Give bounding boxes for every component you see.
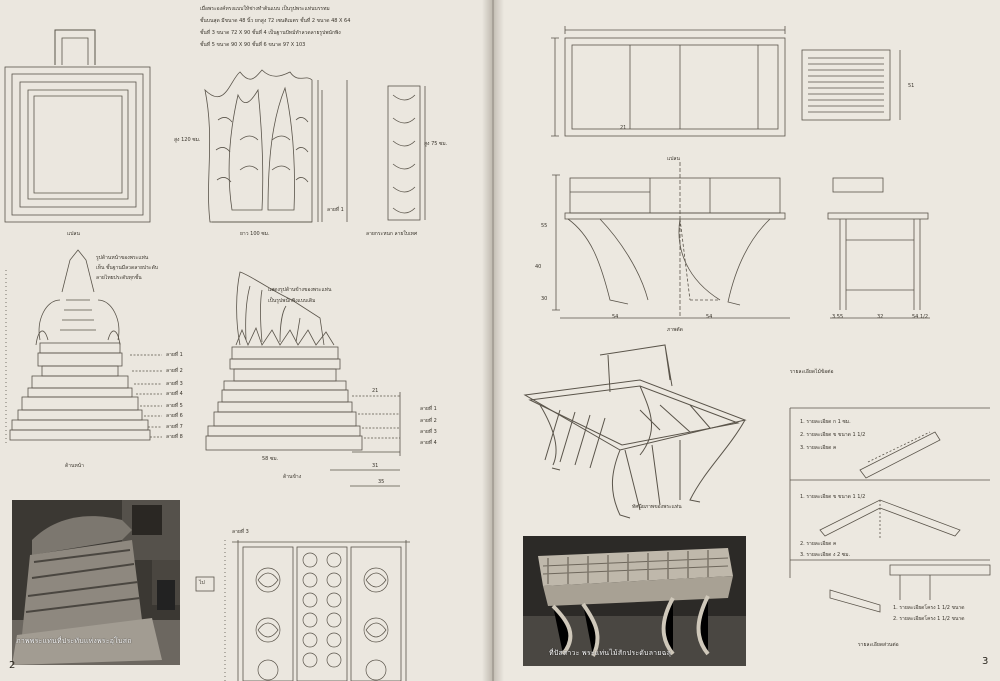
intro-line-2: ชั้นบนสุด มีขนาด 48 นิ้ว ยกสูง 72 เซนติเมตร ชั้นที่ 2 ขนาด 48 X 64 (200, 18, 351, 24)
left-photo-caption: ภาพพระแท่นที่ประทับแห่งพระอุโบสถ (16, 637, 132, 645)
front-tier-1: ลายที่ 1 (166, 352, 183, 358)
intro-line-4: ชั้นที่ 5 ขนาด 90 X 90 ชั้นที่ 6 ขนาด 97 X 103 (200, 42, 306, 48)
dim-left-40: 40 (535, 264, 542, 270)
dim-bottom-2: 54 (706, 314, 713, 320)
joint-title: รายละเอียดไม้ข้อต่อ (790, 369, 834, 375)
side-elevation-caption: ด้านข้าง (283, 474, 302, 480)
bed-plan-drawing (551, 26, 900, 136)
side-tier-1: ลายที่ 1 (420, 406, 437, 412)
front-note-line-2: เห็น ชั้นฐานมีลวดลายประดับ (96, 265, 158, 271)
dim-bottom-1: 54 (612, 314, 619, 320)
dim-bottom-4: 32 (877, 314, 884, 320)
front-tier-7: ลายที่ 7 (166, 424, 183, 430)
panel-title: ลายที่ 3 (232, 529, 249, 535)
plan-caption: แปลน (67, 231, 80, 237)
front-tier-3: ลายที่ 3 (166, 381, 183, 387)
side-note-line-1: แสดงรูปด้านข้างของพระแท่น (268, 287, 332, 293)
joint-b-line-2: 2. รายละเอียด ค (800, 541, 837, 547)
joint-b-line-3: 3. รายละเอียด ง 2 ซม. (800, 552, 851, 558)
bed-photo-right-image (523, 536, 746, 666)
right-front-caption: ภาพตัด (667, 327, 683, 333)
dim-bottom-3: 3.55 (832, 314, 844, 320)
front-elevation-caption: ด้านหน้า (65, 463, 84, 469)
bed-front-elevation (552, 162, 930, 318)
right-plan-caption: แปลน (667, 156, 680, 162)
page-number-right: 3 (982, 656, 989, 667)
joint-a-line-2: 2. รายละเอียด ข ขนาด 1 1/2 (800, 432, 866, 438)
joint-a-line-1: 1. รายละเอียด ก 1 ซม. (800, 419, 851, 425)
arrow-label: ไป (199, 580, 205, 586)
dimension-58: 58 ซม. (262, 456, 279, 462)
joint-b-line-1: 1. รายละเอียด ข ขนาด 1 1/2 (800, 494, 866, 500)
dimension-21: 21 (372, 388, 379, 394)
right-photo-caption: ที่ปัสสาวะ พระแท่นไม้สักประดับลายฉลุ (549, 649, 672, 657)
dim-left-55: 55 (541, 223, 548, 229)
dim-left-30: 30 (541, 296, 548, 302)
front-tier-6: ลายที่ 6 (166, 413, 183, 419)
joint-c-line-2: 2. รายละเอียดโครง 1 1/2 ขนาด (893, 616, 965, 622)
side-tier-4: ลายที่ 4 (420, 440, 437, 446)
front-note-line-1: รูปด้านหน้าของพระแท่น (96, 255, 149, 261)
dimension-35: 35 (378, 479, 385, 485)
base-100-label: ยาว 100 ซม. (240, 231, 270, 237)
joint-a-line-3: 3. รายละเอียด ค (800, 445, 837, 451)
page-number-left: 2 (9, 660, 16, 671)
bed-photo-right (523, 536, 746, 666)
perspective-caption: ทัศนียภาพของพระแท่น (632, 504, 682, 510)
intro-line-3: ชั้นที่ 3 ขนาด 72 X 90 ชั้นที่ 4 เป็นฐานปัทม์ทำลวดลายรูปพนักพิง (200, 30, 341, 36)
side-note-line-2: เป็นรูปพนักพิงแบบเดิม (268, 298, 316, 304)
motif-level-label: ลายที่ 1 (327, 207, 344, 213)
joint-c-line-1: 1. รายละเอียดโครง 1 1/2 ขนาด (893, 605, 965, 611)
front-tier-4: ลายที่ 4 (166, 391, 183, 397)
bed-perspective-drawing (525, 345, 745, 518)
front-tier-8: ลายที่ 8 (166, 434, 183, 440)
front-tier-5: ลายที่ 5 (166, 403, 183, 409)
side-motif-caption: ลายกระหนก ลายใบเทศ (366, 231, 418, 237)
height-120-label: สูง 120 ซม. (174, 137, 201, 143)
dim-top-21: 21 (620, 125, 627, 131)
dim-bottom-5: 54 1/2 (912, 314, 928, 320)
intro-line-1: เมื่อพระองค์ทรงแบบให้ช่างทำต้นแบบ เป็นรูปพระแท่นบรรทม (200, 6, 330, 12)
side-tier-2: ลายที่ 2 (420, 418, 437, 424)
height-75-label: สูง 75 ซม. (424, 141, 448, 147)
joint-caption: รายละเอียดส่วนต่อ (858, 642, 899, 648)
front-tier-2: ลายที่ 2 (166, 368, 183, 374)
front-note-line-3: ลายไทยประดับทุกชั้น (96, 275, 142, 281)
dimension-31: 31 (372, 463, 379, 469)
dim-top-51: 51 (908, 83, 915, 89)
side-tier-3: ลายที่ 3 (420, 429, 437, 435)
